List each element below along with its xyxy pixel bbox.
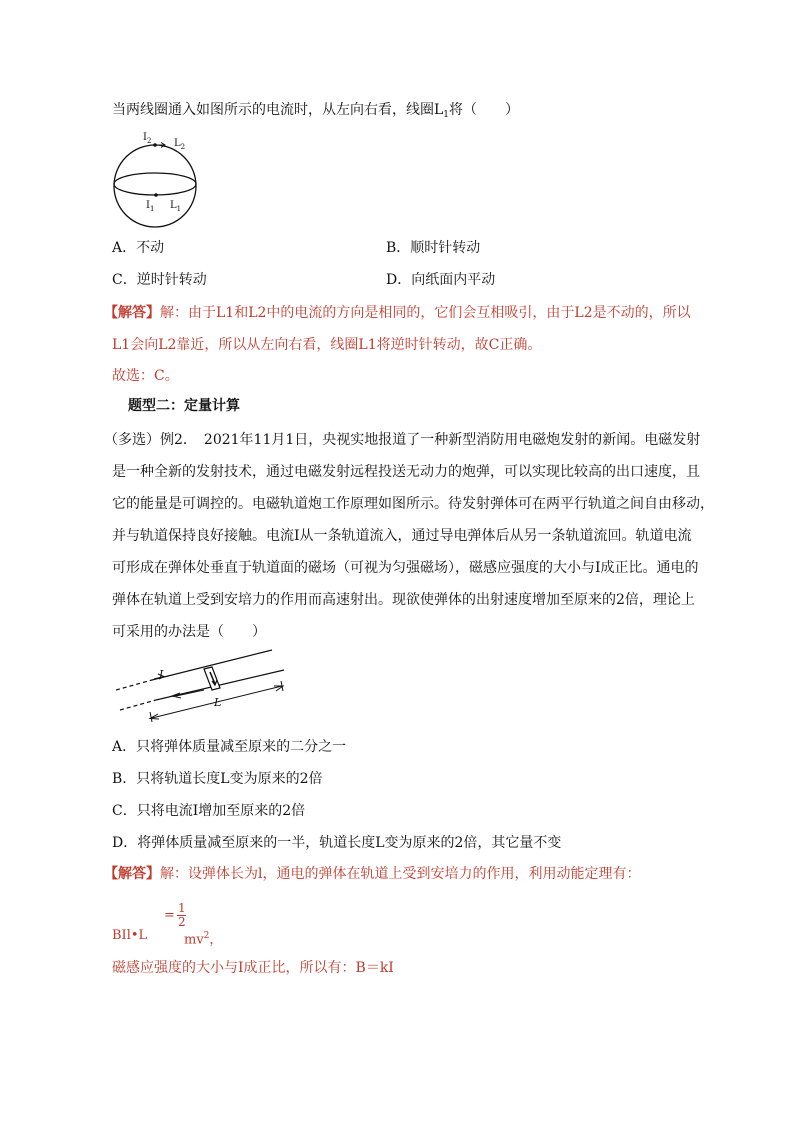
q2-field-line: 磁感应强度的大小与I成正比，所以有：B＝kI [112, 960, 394, 976]
label-current-i: I [159, 668, 164, 681]
q1-stem: 当两线圈通入如图所示的电流时，从左向右看，线圈$L_1$将（ ） [112, 102, 520, 120]
section-title: 题型二：定量计算 [128, 398, 240, 414]
q2-line-6: 弹体在轨道上受到安培力的作用而高速射出。现欲使弹体的出射速度增加至原来的2倍，理论上 [112, 592, 695, 608]
q2-line-2: 是一种全新的发射技术，通过电磁发射远程投送无动力的炮弹，可以实现比较高的出口速度，且 [112, 464, 700, 480]
q1-option-c: C．逆时针转动 [112, 272, 207, 288]
q2-option-c: C．只将电流I增加至原来的2倍 [112, 803, 306, 819]
q1-answer-line2: L1会向L2靠近，所以从左向右看，线圈L1将逆时针转动，故C正确。 [112, 337, 542, 353]
q1-option-d: D．向纸面内平动 [386, 272, 496, 288]
formula-denominator: 2 [178, 915, 186, 929]
formula-left: BIl•L [112, 928, 148, 943]
coil-l2-circle [114, 145, 196, 227]
railgun-figure [112, 648, 292, 724]
label-length-l: L [214, 696, 222, 709]
q1-choice: 故选：C。 [112, 368, 179, 384]
q2-line-7: 可采用的办法是（ ） [112, 624, 266, 640]
q2-line-4: 并与轨道保持良好接触。电流I从一条轨道流入，通过导电弹体后从另一条轨道流回。轨道电流 [112, 528, 692, 544]
formula-numerator: 1 [178, 901, 186, 915]
q1-option-a: A．不动 [112, 240, 165, 256]
coil-l1-ellipse [114, 173, 196, 195]
q1-option-b: B．顺时针转动 [386, 240, 481, 256]
q2-line-3: 它的能量是可调控的。电磁轨道炮工作原理如图所示。待发射弹体可在两平行轨道之间自由移动， [112, 496, 714, 512]
coil-figure [112, 128, 202, 232]
q2-option-b: B．只将轨道长度L变为原来的2倍 [112, 771, 323, 787]
formula-eq: = [164, 908, 175, 923]
q2-line-1: （多选）例2． 2021年11月1日，央视实地报道了一种新型消防用电磁炮发射的新闻。电磁发射 [104, 432, 701, 448]
formula-mv: $mv^2$， [184, 931, 223, 948]
q2-option-a: A．只将弹体质量减至原来的二分之一 [112, 739, 347, 755]
q1-answer-line1: 【解答】解：由于L1和L2中的电流的方向是相同的，它们会互相吸引，由于L2是不动的，所以 [104, 305, 691, 321]
q2-line-5: 可形成在弹体处垂直于轨道面的磁场（可视为匀强磁场），磁感应强度的大小与I成正比。通电的 [112, 560, 699, 576]
q2-answer-line: 【解答】解：设弹体长为l，通电的弹体在轨道上受到安培力的作用，利用动能定理有： [104, 866, 641, 882]
label-l2: $L_2$ [174, 138, 186, 151]
q2-option-d: D．将弹体质量减至原来的一半，轨道长度L变为原来的2倍，其它量不变 [112, 835, 562, 851]
label-l1: $L_1$ [170, 200, 182, 213]
label-i1: $I_1$ [146, 200, 155, 213]
label-i2: $I_2$ [143, 132, 152, 145]
